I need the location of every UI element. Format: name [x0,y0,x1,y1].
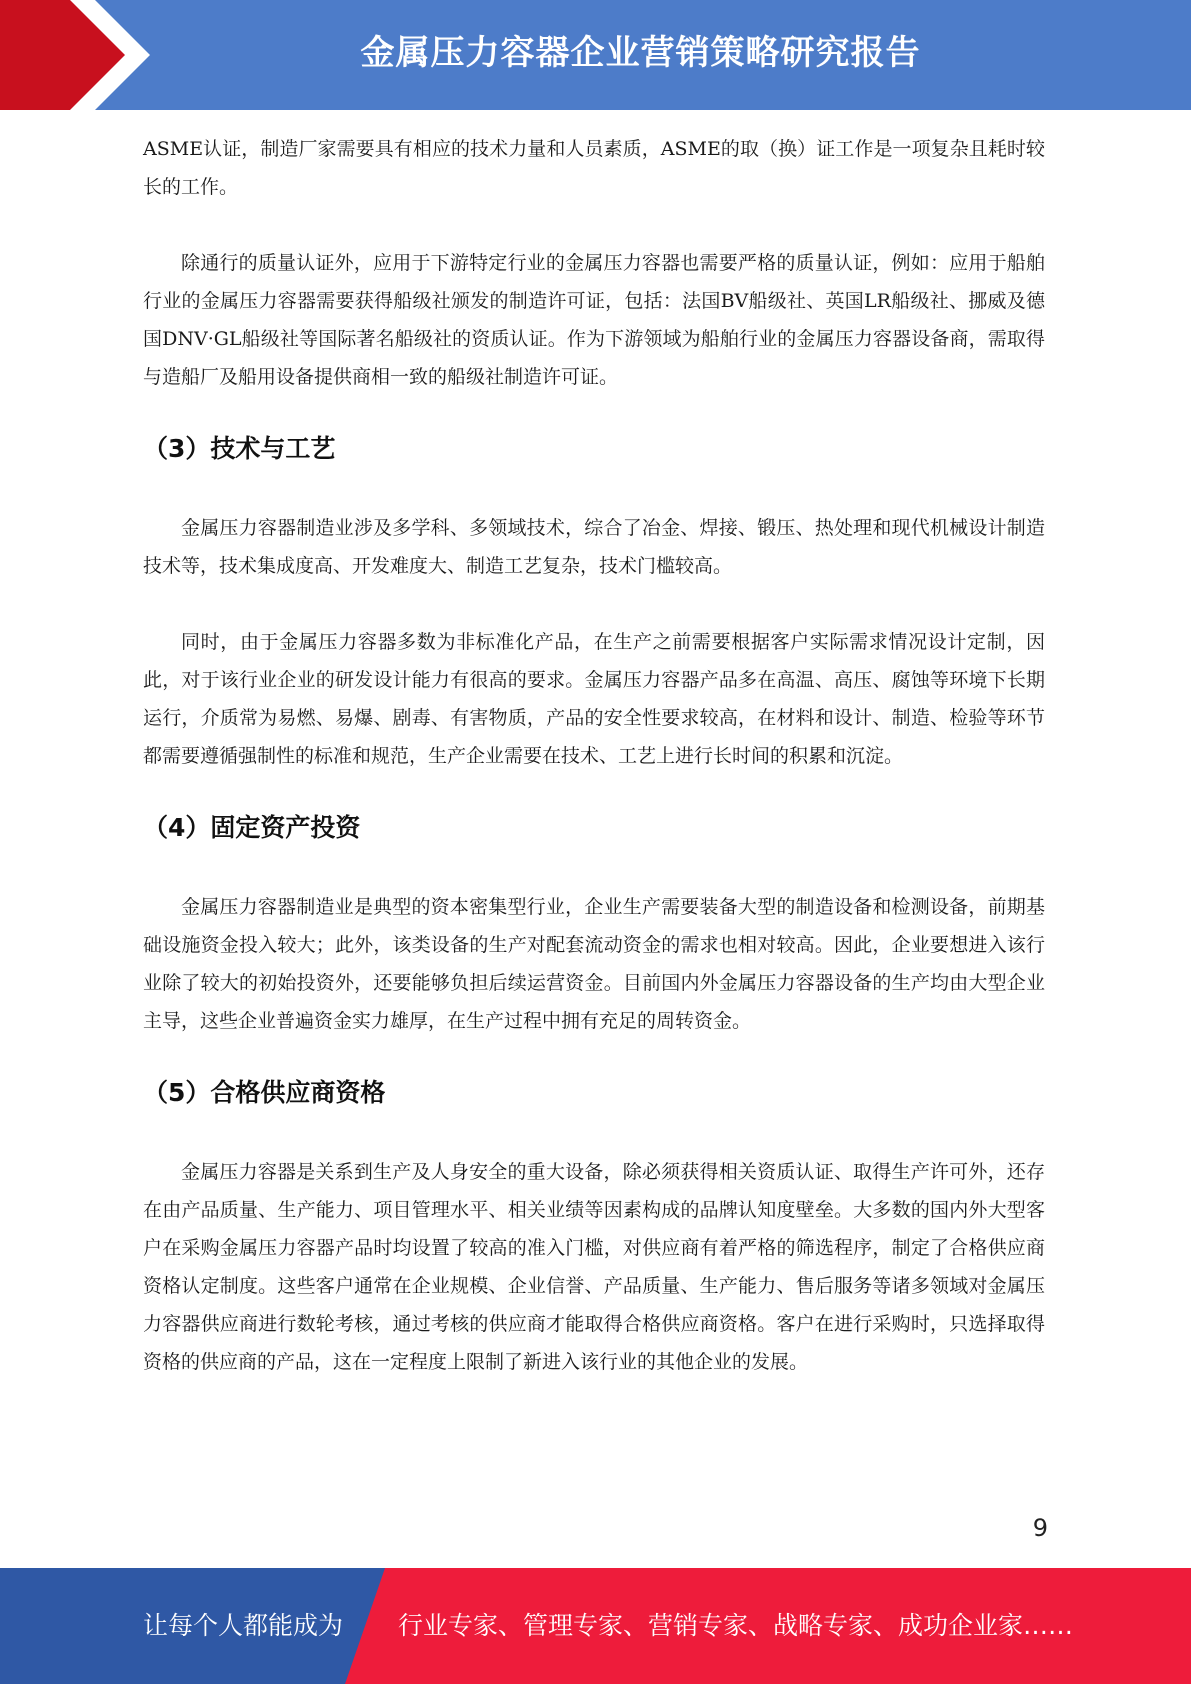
document-body [143,130,1045,1381]
report-title: 金属压力容器企业营销策略研究报告 [360,33,921,73]
section-heading-qualified-supplier: （5）合格供应商资格 [143,1078,386,1107]
paragraph-supplier: 金属压力容器是关系到生产及人身安全的重大设备，除必须获得相关资质认证、取得生产许可外，还存在由产品质量、生产能力、项目管理水平、相关业绩等因素构成的品牌认知度壁垒。大多数的国内外大型客户在采购金属压力容器产品时均设置了较高的准入门槛，对供应商有着严格的筛选程序，制定了合格供应商资格认定制度。这些客户通常在企业规模、企业信誉、产品质量、生产能力、售后服务等诸多领域对金属压力容器供应商进行数轮考核，通过考核的供应商才能取得合格供应商资格。客户在进行采购时，只选择取得资格的供应商的产品，这在一定程度上限制了新进入该行业的其他企业的发展。 [143,1161,1045,1373]
page-footer [0,1568,1191,1684]
paragraph-technology: 金属压力容器制造业涉及多学科、多领域技术，综合了冶金、焊接、锻压、热处理和现代机械设计制造技术等，技术集成度高、开发难度大、制造工艺复杂，技术门槛较高。 [143,517,1045,577]
section-heading-technology: （3）技术与工艺 [143,434,336,463]
paragraph-asme: ASME认证，制造厂家需要具有相应的技术力量和人员素质，ASME的取（换）证工作是一项复杂且耗时较长的工作。 [143,138,1045,198]
footer-slogan-right: 行业专家、管理专家、营销专家、战略专家、成功企业家…… [398,1611,1074,1640]
page-header [0,0,1191,110]
paragraph-customization: 同时，由于金属压力容器多数为非标准化产品，在生产之前需要根据客户实际需求情况设计定制，因此，对于该行业企业的研发设计能力有很高的要求。金属压力容器产品多在高温、高压、腐蚀等环境下长期运行，介质常为易燃、易爆、剧毒、有害物质，产品的安全性要求较高，在材料和设计、制造、检验等环节都需要遵循强制性的标准和规范，生产企业需要在技术、工艺上进行长时间的积累和沉淀。 [143,631,1045,767]
paragraph-capital: 金属压力容器制造业是典型的资本密集型行业，企业生产需要装备大型的制造设备和检测设备，前期基础设施资金投入较大；此外，该类设备的生产对配套流动资金的需求也相对较高。因此，企业要想进入该行业除了较大的初始投资外，还要能够负担后续运营资金。目前国内外金属压力容器设备的生产均由大型企业主导，这些企业普遍资金实力雄厚，在生产过程中拥有充足的周转资金。 [143,896,1045,1032]
footer-slogan-left: 让每个人都能成为 [143,1611,344,1640]
section-heading-fixed-assets: （4）固定资产投资 [143,813,361,842]
header-arrow-accent [0,0,160,110]
paragraph-ship-certification: 除通行的质量认证外，应用于下游特定行业的金属压力容器也需要严格的质量认证，例如：应用于船舶行业的金属压力容器需要获得船级社颁发的制造许可证，包括：法国BV船级社、英国LR船级社、挪威及德国DNV·GL船级社等国际著名船级社的资质认证。作为下游领域为船舶行业的金属压力容器设备商，需取得与造船厂及船用设备提供商相一致的船级社制造许可证。 [143,252,1045,388]
page-number: 9 [1032,1514,1048,1542]
